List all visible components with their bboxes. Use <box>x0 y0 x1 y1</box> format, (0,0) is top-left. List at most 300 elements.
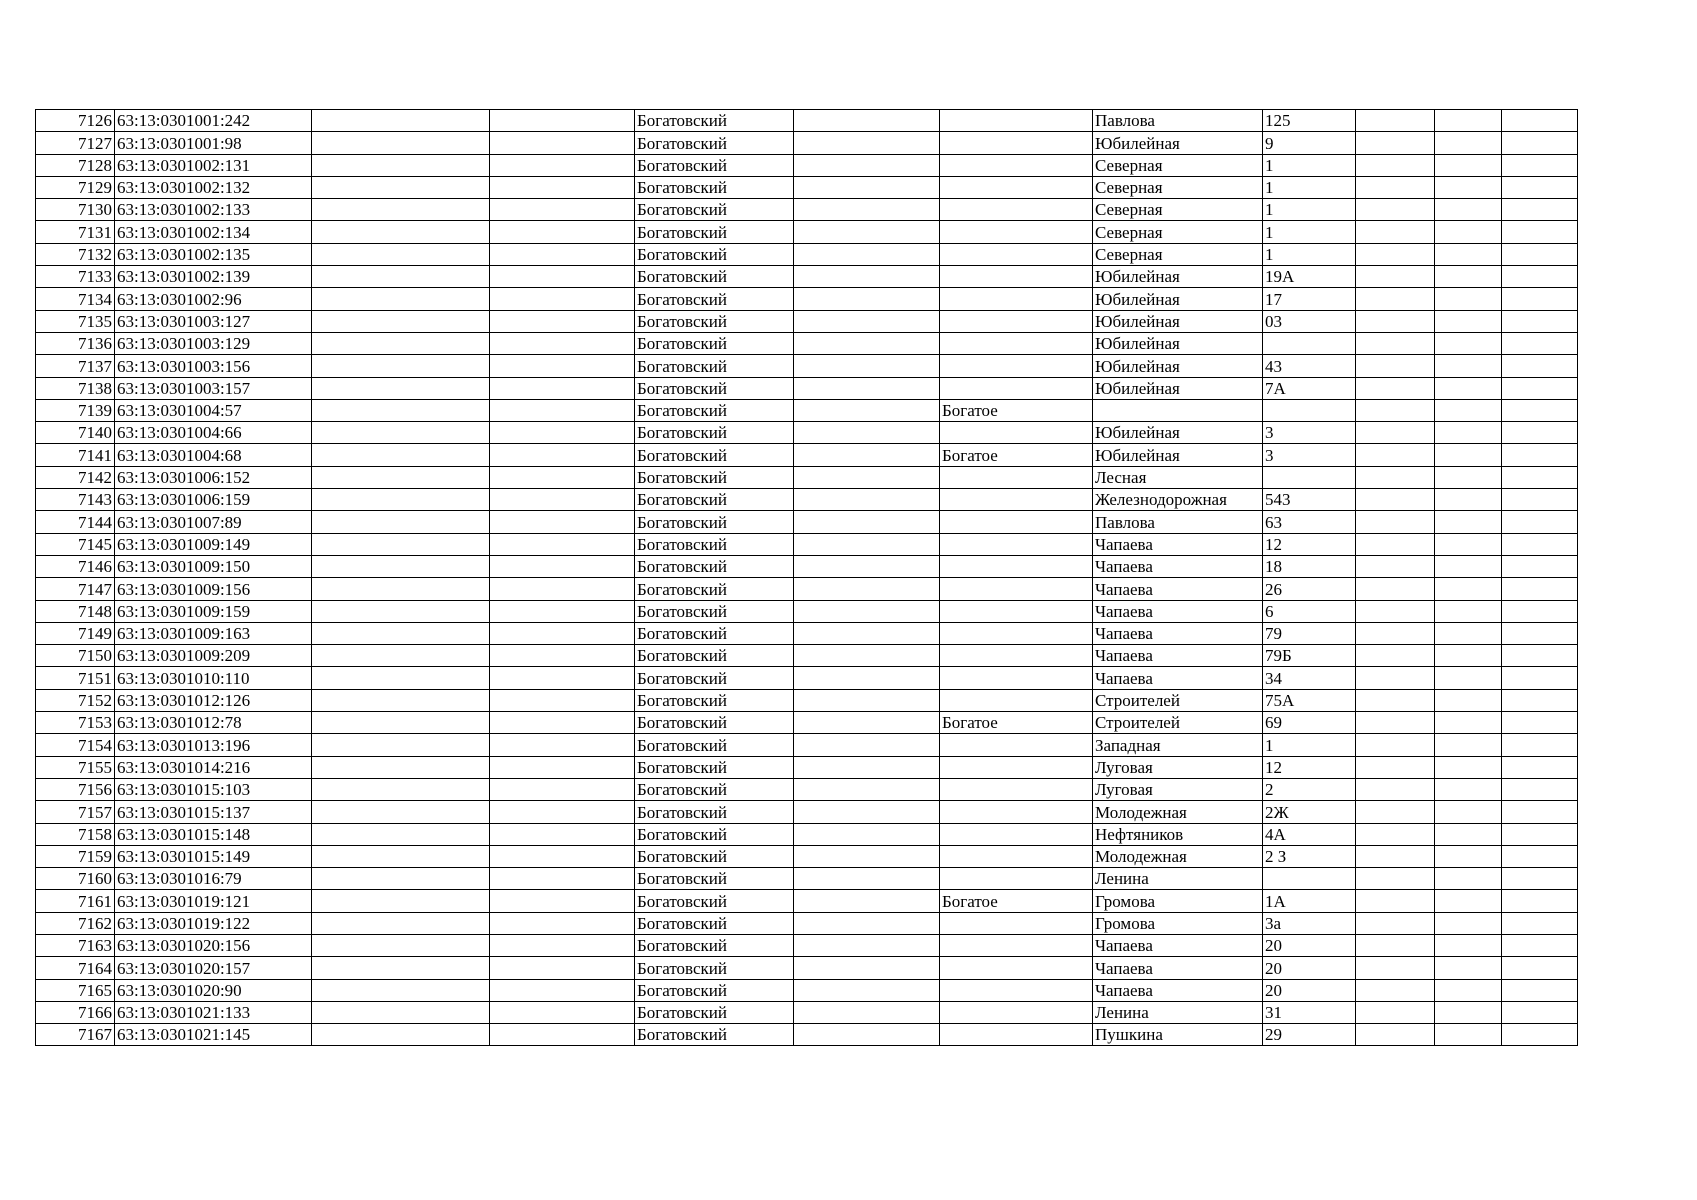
cell-empty-col-4 <box>490 645 635 667</box>
cell-empty-col-10 <box>1356 868 1435 890</box>
cell-street: Западная <box>1093 734 1263 756</box>
table-row <box>36 890 1578 912</box>
cell-empty-col-3 <box>312 712 490 734</box>
cell-house-number <box>1263 332 1356 354</box>
cell-empty-col-6 <box>794 957 940 979</box>
cell-cadastral-number: 63:13:0301020:90 <box>115 979 312 1001</box>
cell-locality <box>940 422 1093 444</box>
cell-empty-col-10 <box>1356 801 1435 823</box>
cell-empty-col-11 <box>1435 801 1502 823</box>
cell-empty-col-6 <box>794 377 940 399</box>
cell-empty-col-12 <box>1502 600 1578 622</box>
cell-empty-col-12 <box>1502 912 1578 934</box>
cell-empty-col-4 <box>490 600 635 622</box>
cell-empty-col-12 <box>1502 667 1578 689</box>
cell-empty-col-11 <box>1435 444 1502 466</box>
cell-empty-col-4 <box>490 734 635 756</box>
cell-street: Чапаева <box>1093 979 1263 1001</box>
cell-empty-col-11 <box>1435 399 1502 421</box>
table-row <box>36 132 1578 154</box>
cell-empty-col-10 <box>1356 555 1435 577</box>
cell-house-number: 19А <box>1263 266 1356 288</box>
table-row <box>36 912 1578 934</box>
cell-cadastral-number: 63:13:0301012:126 <box>115 689 312 711</box>
cell-cadastral-number: 63:13:0301002:133 <box>115 199 312 221</box>
cell-empty-col-12 <box>1502 266 1578 288</box>
cell-district: Богатовский <box>635 154 794 176</box>
cell-cadastral-number: 63:13:0301001:242 <box>115 110 312 132</box>
table-row <box>36 689 1578 711</box>
cell-empty-col-3 <box>312 355 490 377</box>
table-row <box>36 778 1578 800</box>
cell-empty-col-12 <box>1502 154 1578 176</box>
table-row <box>36 1001 1578 1023</box>
cell-locality <box>940 957 1093 979</box>
cell-empty-col-6 <box>794 355 940 377</box>
cell-empty-col-12 <box>1502 823 1578 845</box>
cell-empty-col-10 <box>1356 912 1435 934</box>
cell-empty-col-4 <box>490 756 635 778</box>
cell-street: Юбилейная <box>1093 332 1263 354</box>
cell-district: Богатовский <box>635 801 794 823</box>
cell-district: Богатовский <box>635 511 794 533</box>
cell-empty-col-3 <box>312 199 490 221</box>
cell-district: Богатовский <box>635 444 794 466</box>
cell-empty-col-11 <box>1435 957 1502 979</box>
table-row <box>36 645 1578 667</box>
table-row <box>36 823 1578 845</box>
cell-empty-col-4 <box>490 110 635 132</box>
cell-empty-col-11 <box>1435 756 1502 778</box>
cell-locality <box>940 778 1093 800</box>
cell-locality <box>940 912 1093 934</box>
cell-empty-col-10 <box>1356 712 1435 734</box>
cell-empty-col-4 <box>490 912 635 934</box>
cell-empty-col-11 <box>1435 622 1502 644</box>
cell-house-number: 29 <box>1263 1024 1356 1046</box>
cell-row-number: 7155 <box>36 756 115 778</box>
cell-empty-col-4 <box>490 712 635 734</box>
cell-empty-col-3 <box>312 533 490 555</box>
cell-empty-col-10 <box>1356 511 1435 533</box>
cell-empty-col-3 <box>312 221 490 243</box>
cell-locality <box>940 511 1093 533</box>
cell-cadastral-number: 63:13:0301015:103 <box>115 778 312 800</box>
cell-district: Богатовский <box>635 399 794 421</box>
cell-empty-col-11 <box>1435 868 1502 890</box>
table-row <box>36 199 1578 221</box>
cell-cadastral-number: 63:13:0301004:66 <box>115 422 312 444</box>
cell-empty-col-10 <box>1356 154 1435 176</box>
cell-empty-col-12 <box>1502 377 1578 399</box>
cell-empty-col-3 <box>312 890 490 912</box>
cell-empty-col-11 <box>1435 355 1502 377</box>
cell-row-number: 7134 <box>36 288 115 310</box>
cell-locality <box>940 845 1093 867</box>
cell-cadastral-number: 63:13:0301003:157 <box>115 377 312 399</box>
cell-empty-col-6 <box>794 132 940 154</box>
cell-house-number: 4А <box>1263 823 1356 845</box>
cell-empty-col-12 <box>1502 689 1578 711</box>
cell-locality: Богатое <box>940 399 1093 421</box>
cell-cadastral-number: 63:13:0301019:121 <box>115 890 312 912</box>
cell-empty-col-12 <box>1502 1001 1578 1023</box>
cell-empty-col-3 <box>312 243 490 265</box>
cell-street: Строителей <box>1093 712 1263 734</box>
cell-empty-col-4 <box>490 801 635 823</box>
cell-house-number: 1 <box>1263 176 1356 198</box>
cell-empty-col-12 <box>1502 199 1578 221</box>
cadastral-table <box>35 109 1578 1046</box>
cell-house-number <box>1263 868 1356 890</box>
cell-empty-col-12 <box>1502 578 1578 600</box>
cell-empty-col-4 <box>490 154 635 176</box>
cell-locality <box>940 734 1093 756</box>
cell-empty-col-10 <box>1356 266 1435 288</box>
cell-row-number: 7164 <box>36 957 115 979</box>
cell-street: Громова <box>1093 912 1263 934</box>
cell-row-number: 7165 <box>36 979 115 1001</box>
cell-house-number: 26 <box>1263 578 1356 600</box>
cell-cadastral-number: 63:13:0301014:216 <box>115 756 312 778</box>
cell-empty-col-11 <box>1435 645 1502 667</box>
cell-street: Чапаева <box>1093 600 1263 622</box>
cell-street: Чапаева <box>1093 622 1263 644</box>
cell-empty-col-6 <box>794 868 940 890</box>
cell-empty-col-6 <box>794 555 940 577</box>
cell-empty-col-6 <box>794 778 940 800</box>
cell-locality <box>940 466 1093 488</box>
cell-empty-col-11 <box>1435 667 1502 689</box>
cell-empty-col-10 <box>1356 845 1435 867</box>
cell-empty-col-11 <box>1435 489 1502 511</box>
cell-empty-col-11 <box>1435 712 1502 734</box>
cell-empty-col-3 <box>312 444 490 466</box>
cell-cadastral-number: 63:13:0301006:152 <box>115 466 312 488</box>
cell-empty-col-4 <box>490 132 635 154</box>
cell-empty-col-4 <box>490 555 635 577</box>
cell-empty-col-3 <box>312 110 490 132</box>
cell-empty-col-12 <box>1502 221 1578 243</box>
cell-row-number: 7145 <box>36 533 115 555</box>
cell-street: Северная <box>1093 199 1263 221</box>
cell-empty-col-6 <box>794 801 940 823</box>
cell-locality <box>940 310 1093 332</box>
cell-empty-col-12 <box>1502 845 1578 867</box>
cell-street: Северная <box>1093 221 1263 243</box>
cell-row-number: 7132 <box>36 243 115 265</box>
cell-district: Богатовский <box>635 199 794 221</box>
cell-empty-col-6 <box>794 176 940 198</box>
cell-empty-col-4 <box>490 199 635 221</box>
cell-house-number: 543 <box>1263 489 1356 511</box>
cell-empty-col-11 <box>1435 979 1502 1001</box>
cell-empty-col-10 <box>1356 957 1435 979</box>
cell-street <box>1093 399 1263 421</box>
cell-district: Богатовский <box>635 132 794 154</box>
cell-locality <box>940 934 1093 956</box>
cell-empty-col-3 <box>312 310 490 332</box>
cell-cadastral-number: 63:13:0301006:159 <box>115 489 312 511</box>
cell-empty-col-4 <box>490 533 635 555</box>
table-row <box>36 154 1578 176</box>
cell-district: Богатовский <box>635 667 794 689</box>
cell-cadastral-number: 63:13:0301009:150 <box>115 555 312 577</box>
cell-cadastral-number: 63:13:0301003:129 <box>115 332 312 354</box>
cell-street: Павлова <box>1093 110 1263 132</box>
cell-row-number: 7137 <box>36 355 115 377</box>
cell-empty-col-6 <box>794 266 940 288</box>
cell-cadastral-number: 63:13:0301009:163 <box>115 622 312 644</box>
table-row <box>36 1024 1578 1046</box>
cell-empty-col-10 <box>1356 622 1435 644</box>
cell-empty-col-3 <box>312 555 490 577</box>
cell-street: Юбилейная <box>1093 310 1263 332</box>
cell-empty-col-12 <box>1502 288 1578 310</box>
cell-empty-col-12 <box>1502 778 1578 800</box>
cell-district: Богатовский <box>635 355 794 377</box>
cell-empty-col-12 <box>1502 734 1578 756</box>
cell-empty-col-11 <box>1435 288 1502 310</box>
cell-empty-col-4 <box>490 444 635 466</box>
cell-street: Ленина <box>1093 1001 1263 1023</box>
cell-empty-col-11 <box>1435 778 1502 800</box>
cell-district: Богатовский <box>635 533 794 555</box>
cell-row-number: 7157 <box>36 801 115 823</box>
cell-house-number: 20 <box>1263 979 1356 1001</box>
cell-district: Богатовский <box>635 288 794 310</box>
cell-empty-col-6 <box>794 110 940 132</box>
cell-empty-col-4 <box>490 243 635 265</box>
table-row <box>36 712 1578 734</box>
cell-empty-col-11 <box>1435 422 1502 444</box>
cell-district: Богатовский <box>635 422 794 444</box>
cell-empty-col-12 <box>1502 422 1578 444</box>
cell-street: Молодежная <box>1093 845 1263 867</box>
table-row <box>36 489 1578 511</box>
cell-empty-col-11 <box>1435 823 1502 845</box>
table-row <box>36 355 1578 377</box>
cell-locality <box>940 221 1093 243</box>
cell-locality: Богатое <box>940 890 1093 912</box>
cell-row-number: 7128 <box>36 154 115 176</box>
cell-house-number: 1 <box>1263 734 1356 756</box>
cell-house-number: 1 <box>1263 199 1356 221</box>
cell-empty-col-6 <box>794 444 940 466</box>
cell-empty-col-4 <box>490 266 635 288</box>
cell-empty-col-3 <box>312 1024 490 1046</box>
cell-empty-col-4 <box>490 511 635 533</box>
cell-locality <box>940 243 1093 265</box>
cell-empty-col-6 <box>794 934 940 956</box>
cell-empty-col-12 <box>1502 132 1578 154</box>
cell-empty-col-12 <box>1502 801 1578 823</box>
cell-street: Чапаева <box>1093 934 1263 956</box>
cell-street: Юбилейная <box>1093 266 1263 288</box>
cell-cadastral-number: 63:13:0301004:57 <box>115 399 312 421</box>
table-row <box>36 622 1578 644</box>
cell-cadastral-number: 63:13:0301019:122 <box>115 912 312 934</box>
table-row <box>36 979 1578 1001</box>
cell-street: Юбилейная <box>1093 444 1263 466</box>
cell-empty-col-3 <box>312 979 490 1001</box>
cell-row-number: 7140 <box>36 422 115 444</box>
cell-empty-col-6 <box>794 712 940 734</box>
cell-empty-col-10 <box>1356 578 1435 600</box>
cell-empty-col-10 <box>1356 444 1435 466</box>
cell-district: Богатовский <box>635 489 794 511</box>
cell-empty-col-10 <box>1356 979 1435 1001</box>
cell-locality <box>940 979 1093 1001</box>
cell-empty-col-4 <box>490 1001 635 1023</box>
cell-empty-col-12 <box>1502 466 1578 488</box>
cell-district: Богатовский <box>635 600 794 622</box>
cell-row-number: 7167 <box>36 1024 115 1046</box>
cell-row-number: 7166 <box>36 1001 115 1023</box>
cell-empty-col-3 <box>312 868 490 890</box>
cell-empty-col-6 <box>794 288 940 310</box>
cell-locality <box>940 622 1093 644</box>
cell-empty-col-6 <box>794 845 940 867</box>
cell-empty-col-3 <box>312 912 490 934</box>
cell-house-number: 03 <box>1263 310 1356 332</box>
cell-street: Юбилейная <box>1093 288 1263 310</box>
cell-cadastral-number: 63:13:0301007:89 <box>115 511 312 533</box>
cell-empty-col-3 <box>312 801 490 823</box>
cell-locality <box>940 801 1093 823</box>
cell-row-number: 7130 <box>36 199 115 221</box>
cell-row-number: 7126 <box>36 110 115 132</box>
cell-empty-col-3 <box>312 957 490 979</box>
cell-empty-col-6 <box>794 243 940 265</box>
cell-empty-col-3 <box>312 176 490 198</box>
cell-empty-col-10 <box>1356 221 1435 243</box>
cell-empty-col-10 <box>1356 288 1435 310</box>
cell-empty-col-6 <box>794 310 940 332</box>
cell-house-number: 20 <box>1263 934 1356 956</box>
cell-street: Нефтяников <box>1093 823 1263 845</box>
cell-row-number: 7160 <box>36 868 115 890</box>
cell-empty-col-12 <box>1502 957 1578 979</box>
cell-row-number: 7150 <box>36 645 115 667</box>
cell-empty-col-4 <box>490 377 635 399</box>
cell-empty-col-3 <box>312 689 490 711</box>
cell-empty-col-10 <box>1356 110 1435 132</box>
cell-cadastral-number: 63:13:0301021:145 <box>115 1024 312 1046</box>
cell-cadastral-number: 63:13:0301002:132 <box>115 176 312 198</box>
cell-district: Богатовский <box>635 934 794 956</box>
cell-empty-col-11 <box>1435 912 1502 934</box>
table-row <box>36 243 1578 265</box>
cell-cadastral-number: 63:13:0301003:127 <box>115 310 312 332</box>
cell-district: Богатовский <box>635 622 794 644</box>
cell-locality <box>940 377 1093 399</box>
table-row <box>36 845 1578 867</box>
cell-empty-col-3 <box>312 511 490 533</box>
cell-empty-col-11 <box>1435 578 1502 600</box>
cell-empty-col-12 <box>1502 934 1578 956</box>
cell-house-number: 1 <box>1263 221 1356 243</box>
cell-row-number: 7162 <box>36 912 115 934</box>
cell-row-number: 7135 <box>36 310 115 332</box>
cell-cadastral-number: 63:13:0301021:133 <box>115 1001 312 1023</box>
cell-empty-col-11 <box>1435 199 1502 221</box>
cell-empty-col-11 <box>1435 533 1502 555</box>
cell-empty-col-3 <box>312 489 490 511</box>
cell-empty-col-12 <box>1502 890 1578 912</box>
cell-empty-col-10 <box>1356 399 1435 421</box>
cell-empty-col-4 <box>490 868 635 890</box>
cell-street: Павлова <box>1093 511 1263 533</box>
cell-empty-col-10 <box>1356 600 1435 622</box>
cell-house-number: 63 <box>1263 511 1356 533</box>
cell-empty-col-3 <box>312 377 490 399</box>
cell-cadastral-number: 63:13:0301002:139 <box>115 266 312 288</box>
cell-empty-col-6 <box>794 645 940 667</box>
cell-locality <box>940 489 1093 511</box>
cell-empty-col-6 <box>794 533 940 555</box>
cell-empty-col-3 <box>312 288 490 310</box>
cell-empty-col-6 <box>794 1001 940 1023</box>
cell-empty-col-4 <box>490 176 635 198</box>
cell-empty-col-12 <box>1502 489 1578 511</box>
cell-empty-col-10 <box>1356 132 1435 154</box>
cell-locality <box>940 823 1093 845</box>
cell-row-number: 7127 <box>36 132 115 154</box>
cell-district: Богатовский <box>635 912 794 934</box>
cell-house-number: 75А <box>1263 689 1356 711</box>
cell-row-number: 7148 <box>36 600 115 622</box>
cell-empty-col-10 <box>1356 823 1435 845</box>
cell-district: Богатовский <box>635 645 794 667</box>
cell-empty-col-4 <box>490 934 635 956</box>
cell-house-number: 43 <box>1263 355 1356 377</box>
cell-street: Чапаева <box>1093 533 1263 555</box>
cell-street: Пушкина <box>1093 1024 1263 1046</box>
cell-street: Северная <box>1093 243 1263 265</box>
cell-street: Молодежная <box>1093 801 1263 823</box>
table-row <box>36 110 1578 132</box>
cell-cadastral-number: 63:13:0301009:156 <box>115 578 312 600</box>
cell-empty-col-12 <box>1502 622 1578 644</box>
cell-empty-col-6 <box>794 734 940 756</box>
table-row <box>36 288 1578 310</box>
cell-empty-col-10 <box>1356 934 1435 956</box>
cell-cadastral-number: 63:13:0301004:68 <box>115 444 312 466</box>
cell-cadastral-number: 63:13:0301016:79 <box>115 868 312 890</box>
cell-locality <box>940 266 1093 288</box>
cell-empty-col-11 <box>1435 176 1502 198</box>
cell-empty-col-10 <box>1356 734 1435 756</box>
cell-row-number: 7152 <box>36 689 115 711</box>
cell-empty-col-12 <box>1502 756 1578 778</box>
cell-cadastral-number: 63:13:0301001:98 <box>115 132 312 154</box>
cell-empty-col-11 <box>1435 243 1502 265</box>
cell-house-number: 2 <box>1263 778 1356 800</box>
cell-empty-col-4 <box>490 622 635 644</box>
table-row <box>36 466 1578 488</box>
cell-empty-col-10 <box>1356 689 1435 711</box>
cell-locality <box>940 199 1093 221</box>
cell-empty-col-3 <box>312 399 490 421</box>
cell-district: Богатовский <box>635 266 794 288</box>
cell-empty-col-4 <box>490 979 635 1001</box>
cell-empty-col-12 <box>1502 444 1578 466</box>
cell-row-number: 7146 <box>36 555 115 577</box>
cell-house-number: 69 <box>1263 712 1356 734</box>
table-row <box>36 801 1578 823</box>
table-row <box>36 332 1578 354</box>
